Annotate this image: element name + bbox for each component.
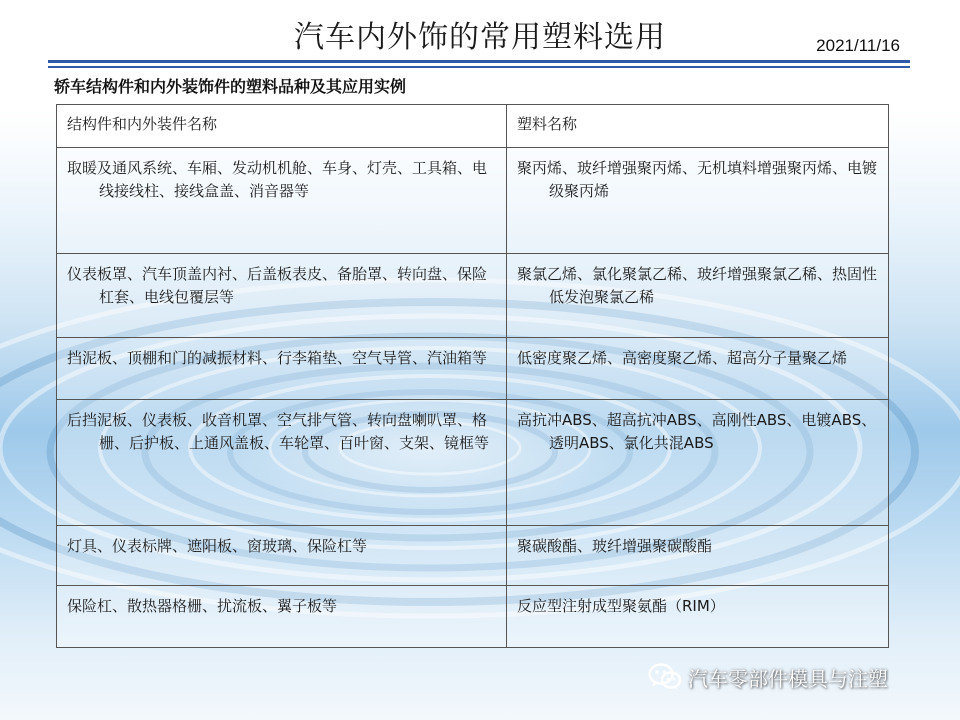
watermark-text: 汽车零部件模具与注塑 [688,666,888,691]
column-header-parts: 结构件和内外装件名称 [57,105,507,148]
header-rule-bottom [48,66,910,68]
parts-cell [57,148,507,254]
slide-date: 2021/11/16 [816,36,900,55]
wechat-icon [648,662,682,692]
plastics-cell [507,148,889,254]
plastics-cell [507,400,889,526]
table-row [57,400,889,526]
table-row [57,526,889,586]
parts-text: 灯具、仪表标牌、遮阳板、窗玻璃、保险杠等 [67,537,368,555]
table-row [57,254,889,338]
parts-cell [57,338,507,400]
plastics-text: 聚丙烯、玻纤增强聚丙烯、无机填料增强聚丙烯、电镀级聚丙烯 [517,159,878,200]
parts-text: 挡泥板、顶棚和门的减振材料、行李箱垫、空气导管、汽油箱等 [67,349,488,367]
parts-cell [57,400,507,526]
parts-text: 取暖及通风系统、车厢、发动机机舱、车身、灯壳、工具箱、电线接线柱、接线盒盖、消音器等 [67,159,488,200]
plastics-table [56,104,889,648]
plastics-text: 高抗冲ABS、超高抗冲ABS、高刚性ABS、电镀ABS、透明ABS、氯化共混ABS [517,411,877,452]
parts-text: 保险杠、散热器格栅、扰流板、翼子板等 [67,597,338,615]
parts-cell [57,254,507,338]
parts-text: 仪表板罩、汽车顶盖内衬、后盖板表皮、备胎罩、转向盘、保险杠套、电线包覆层等 [67,265,488,306]
table-header-row [57,105,889,148]
plastics-text: 反应型注射成型聚氨酯（RIM） [517,597,725,615]
slide-title: 汽车内外饰的常用塑料选用 [294,20,666,55]
plastics-cell [507,254,889,338]
table-row [57,148,889,254]
table-row [57,338,889,400]
parts-cell [57,586,507,648]
plastics-cell [507,338,889,400]
header-rule-top [48,60,910,63]
plastics-cell [507,586,889,648]
table-caption: 轿车结构件和内外装饰件的塑料品种及其应用实例 [54,77,407,96]
plastics-text: 聚氯乙烯、氯化聚氯乙稀、玻纤增强聚氯乙稀、热固性低发泡聚氯乙稀 [517,265,878,306]
plastics-text: 聚碳酸酯、玻纤增强聚碳酸酯 [517,537,713,555]
parts-text: 后挡泥板、仪表板、收音机罩、空气排气管、转向盘喇叭罩、格栅、后护板、上通风盖板、车轮罩、百叶窗、支架、镜框等 [67,411,490,452]
table-row [57,586,889,648]
plastics-cell [507,526,889,586]
wechat-watermark [648,660,888,694]
parts-cell [57,526,507,586]
column-header-plastics: 塑料名称 [507,105,889,148]
plastics-text: 低密度聚乙烯、高密度聚乙烯、超高分子量聚乙烯 [517,349,848,367]
